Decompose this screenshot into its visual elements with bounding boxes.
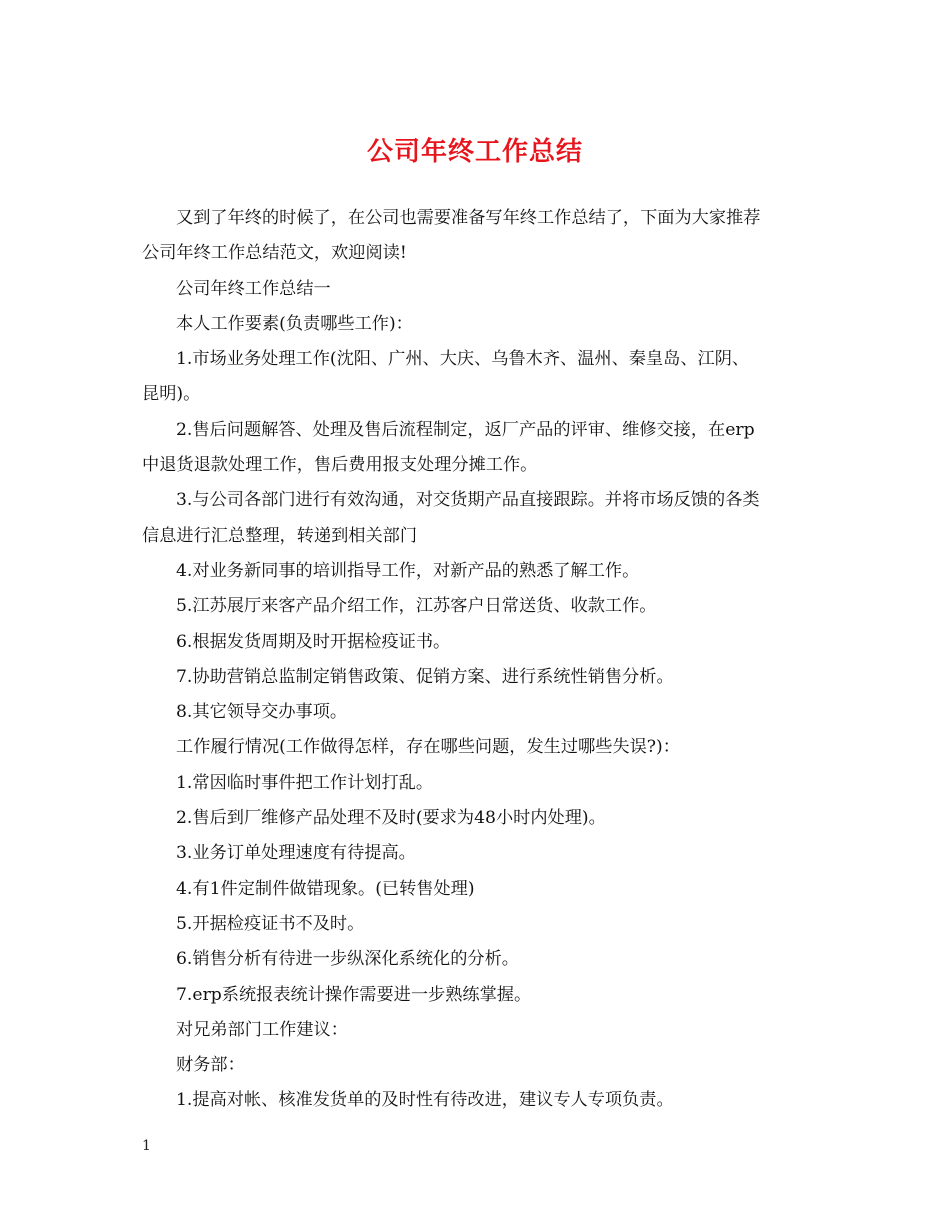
- section-heading: 工作履行情况(工作做得怎样，存在哪些问题，发生过哪些失误?)：: [176, 737, 680, 758]
- paragraph-line: 又到了年终的时候了，在公司也需要准备写年终工作总结了，下面为大家推荐: [176, 208, 761, 228]
- list-item: 5.开据检疫证书不及时。: [176, 913, 365, 934]
- list-item-continuation: 中退货退款处理工作，售后费用报支处理分摊工作。: [142, 455, 538, 476]
- list-item: 6.根据发货周期及时开据检疫证书。: [176, 631, 451, 652]
- section-heading: 对兄弟部门工作建议：: [176, 1019, 348, 1040]
- list-item: 4.对业务新同事的培训指导工作，对新产品的熟悉了解工作。: [176, 560, 640, 581]
- document-title: 公司年终工作总结: [366, 137, 583, 167]
- list-item: 1.常因临时事件把工作计划打乱。: [176, 772, 434, 793]
- list-item-continuation: 昆明)。: [142, 384, 201, 405]
- list-item: 1.提高对帐、核准发货单的及时性有待改进，建议专人专项负责。: [176, 1090, 674, 1111]
- list-item: 3.与公司各部门进行有效沟通，对交货期产品直接跟踪。并将市场反馈的各类: [176, 490, 760, 511]
- paragraph-line: 公司年终工作总结范文，欢迎阅读!: [142, 243, 407, 264]
- list-item: 5.江苏展厅来客产品介绍工作，江苏客户日常送货、收款工作。: [176, 596, 657, 617]
- list-item: 8.其它领导交办事项。: [176, 702, 348, 723]
- list-item: 4.有1件定制件做错现象。(已转售处理): [176, 878, 475, 899]
- section-heading: 财务部：: [176, 1055, 245, 1076]
- list-item-continuation: 信息进行汇总整理，转递到相关部门: [142, 525, 418, 546]
- document-body: [142, 201, 812, 1119]
- page-number: 1: [142, 1138, 151, 1154]
- list-item: 1.市场业务处理工作(沈阳、广州、大庆、乌鲁木齐、温州、秦皇岛、江阴、: [176, 349, 750, 370]
- list-item: 7.erp系统报表统计操作需要进一步熟练掌握。: [176, 984, 532, 1005]
- list-item: 7.协助营销总监制定销售政策、促销方案、进行系统性销售分析。: [176, 666, 674, 687]
- section-heading: 公司年终工作总结一: [176, 278, 331, 299]
- list-item: 2.售后到厂维修产品处理不及时(要求为48小时内处理)。: [176, 808, 606, 829]
- section-heading: 本人工作要素(负责哪些工作)：: [176, 313, 413, 334]
- list-item: 6.销售分析有待进一步纵深化系统化的分析。: [176, 949, 519, 970]
- list-item: 2.售后问题解答、处理及售后流程制定，返厂产品的评审、维修交接，在erp: [176, 419, 755, 440]
- list-item: 3.业务订单处理速度有待提高。: [176, 843, 416, 864]
